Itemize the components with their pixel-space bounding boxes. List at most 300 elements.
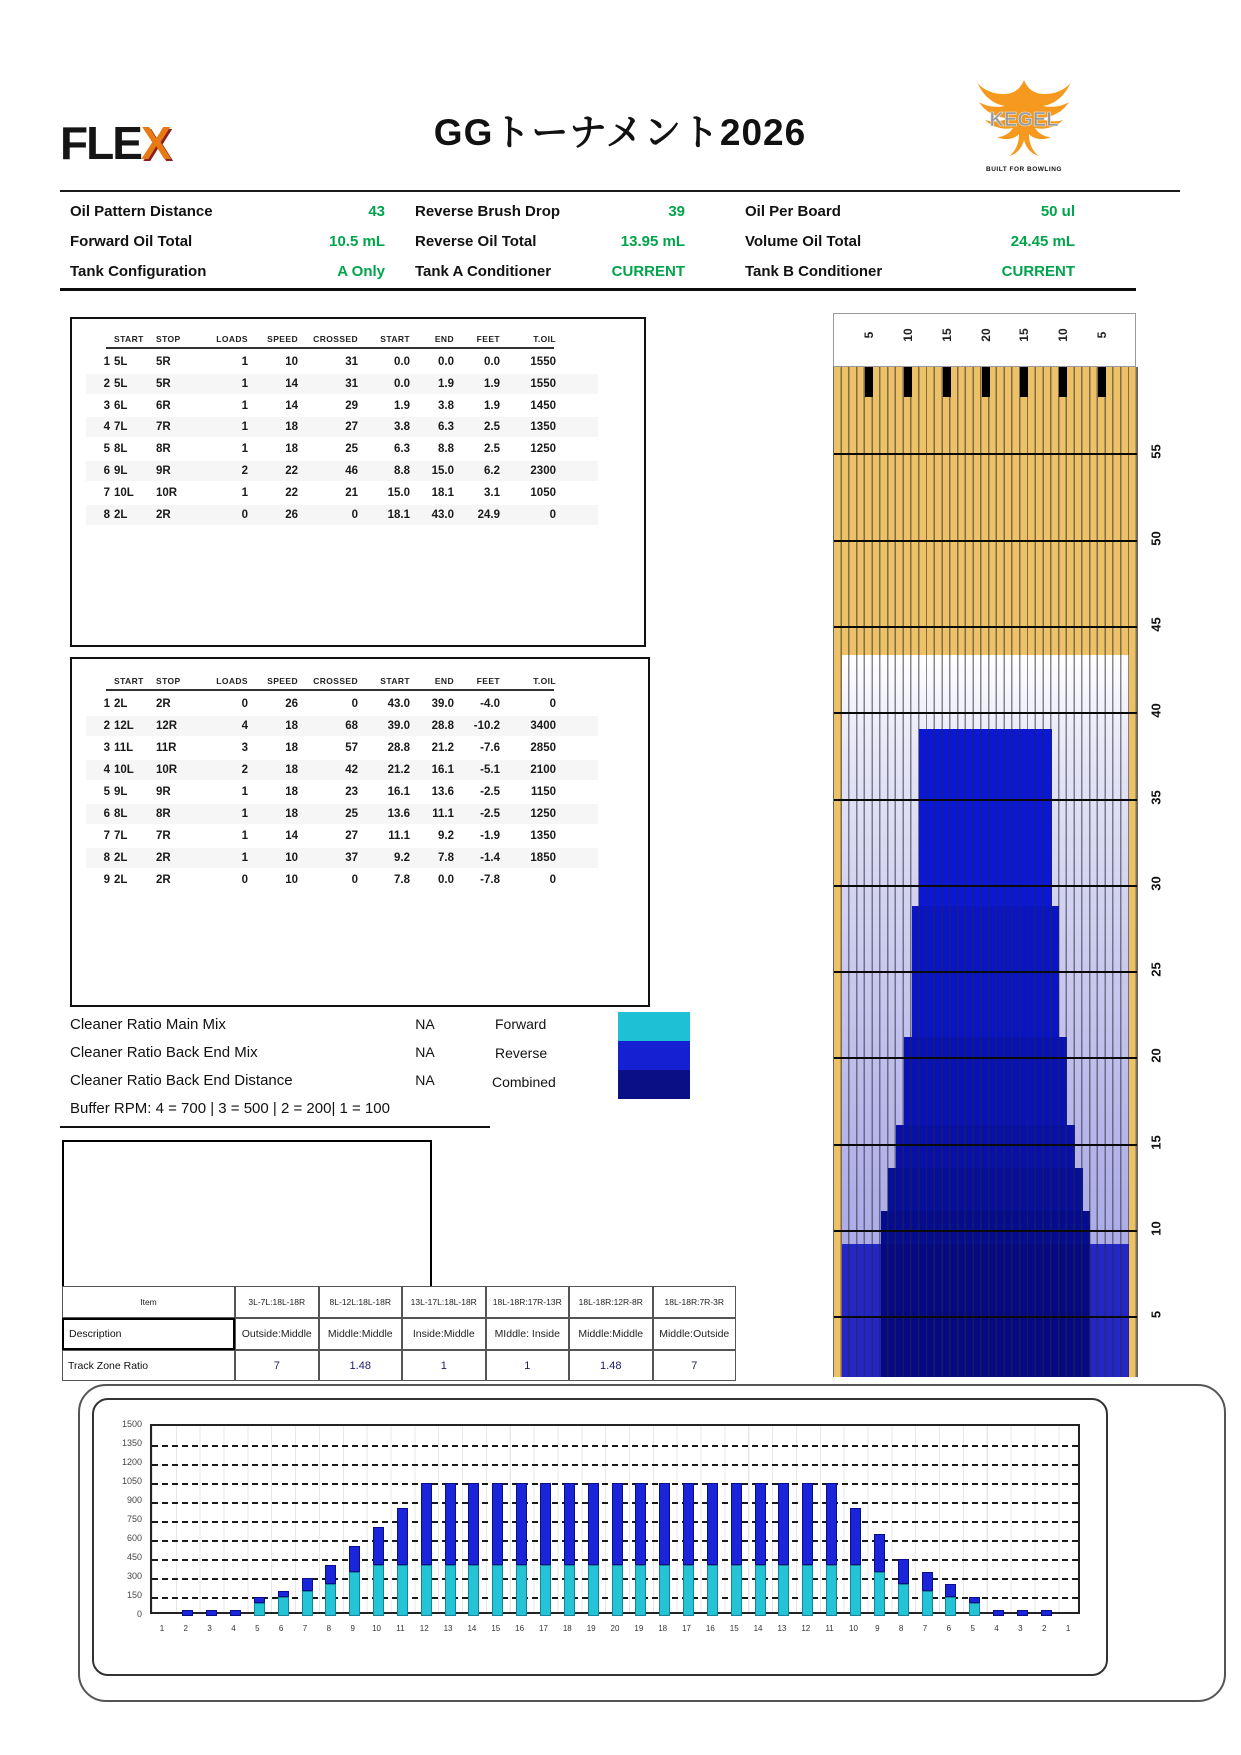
- forward-row-4-cell-5: 25: [345, 443, 358, 456]
- reverse-row-0-cell-8: -4.0: [480, 698, 500, 710]
- bar-forward-14: [492, 1565, 503, 1616]
- bar-reverse-12: [445, 1483, 456, 1565]
- distance-gridline-45: [834, 626, 1137, 628]
- xtick-label-7: 8: [326, 1624, 332, 1633]
- zone-value-1-1: 1.48: [319, 1350, 403, 1381]
- legend-swatch-combined: [618, 1070, 690, 1099]
- forward-row-6-cell-6: 15.0: [387, 486, 410, 499]
- forward-row-2-cell-8: 1.9: [484, 399, 500, 412]
- forward-header-cell-8: FEET: [476, 334, 500, 344]
- bar-reverse-25: [755, 1483, 766, 1565]
- zone-value-0-4: Middle:Middle: [569, 1318, 653, 1350]
- bar-reverse-2: [206, 1610, 217, 1616]
- bar-reverse-34: [969, 1597, 980, 1603]
- forward-row-1-cell-2: 5R: [156, 377, 171, 390]
- distance-label-20: 20: [1148, 1048, 1164, 1064]
- xtick-label-33: 6: [946, 1624, 952, 1633]
- bar-reverse-30: [874, 1534, 885, 1572]
- lane-board-axis: [833, 313, 1136, 367]
- bar-forward-27: [802, 1565, 813, 1616]
- xtick-label-19: 20: [610, 1624, 620, 1633]
- forward-header-cell-6: START: [380, 334, 410, 344]
- xtick-label-23: 16: [705, 1624, 715, 1633]
- reverse-row-6-cell-0: 7: [103, 830, 110, 842]
- forward-row-4-cell-7: 8.8: [438, 443, 454, 456]
- reverse-header-rule: [106, 689, 554, 691]
- xtick-label-31: 8: [898, 1624, 904, 1633]
- zone-value-0-1: Middle:Middle: [319, 1318, 403, 1350]
- reverse-row-7-cell-3: 1: [241, 852, 248, 864]
- board-axis-label-2: 15: [939, 328, 954, 342]
- xtick-label-36: 3: [1018, 1624, 1023, 1633]
- forward-row-0-cell-9: 1550: [530, 356, 556, 368]
- xtick-label-14: 15: [491, 1624, 501, 1633]
- bar-reverse-8: [349, 1546, 360, 1571]
- xtick-label-24: 15: [729, 1624, 739, 1633]
- reverse-row-5-cell-5: 25: [345, 808, 358, 820]
- reverse-row-6: [86, 826, 598, 846]
- bar-reverse-21: [659, 1483, 670, 1565]
- buffer-underline: [60, 1126, 490, 1128]
- reverse-row-2-cell-3: 3: [241, 742, 248, 754]
- bar-reverse-10: [397, 1508, 408, 1565]
- distance-label-35: 35: [1148, 789, 1164, 805]
- zone-col-header-0: 3L-7L:18L-18R: [235, 1286, 319, 1318]
- bar-forward-5: [278, 1597, 289, 1616]
- xtick-label-29: 10: [849, 1624, 858, 1633]
- xtick-label-4: 5: [255, 1624, 260, 1633]
- forward-row-0-cell-2: 5R: [156, 356, 171, 368]
- ytick-label-450: 450: [126, 1552, 142, 1562]
- distance-label-40: 40: [1148, 703, 1164, 718]
- xtick-label-13: 14: [467, 1624, 477, 1633]
- bar-reverse-36: [1017, 1610, 1028, 1616]
- forward-row-1-cell-0: 2: [103, 377, 110, 390]
- bar-reverse-17: [564, 1483, 575, 1565]
- forward-row-5-cell-1: 9L: [114, 465, 128, 477]
- xtick-label-38: 1: [1065, 1624, 1071, 1633]
- reverse-row-3-cell-1: 10L: [114, 764, 134, 776]
- reverse-row-0-cell-4: 26: [285, 698, 298, 710]
- ygrid-1350: [152, 1445, 1078, 1447]
- forward-loads-table: [70, 317, 646, 647]
- forward-row-4-cell-0: 5: [103, 443, 110, 456]
- bar-forward-15: [516, 1565, 527, 1616]
- forward-row-7-cell-1: 2L: [114, 508, 128, 521]
- info-value-2-1: CURRENT: [611, 263, 685, 280]
- bar-forward-23: [707, 1565, 718, 1616]
- legend-label-reverse: Reverse: [495, 1045, 548, 1061]
- notes-box: [62, 1140, 432, 1290]
- xtick-label-16: 17: [539, 1624, 548, 1633]
- distance-gridline-10: [834, 1230, 1137, 1232]
- distance-gridline-40: [834, 712, 1137, 714]
- reverse-row-8-cell-2: 2R: [156, 874, 171, 886]
- zone-value-0-0: Outside:Middle: [235, 1318, 319, 1350]
- forward-row-6-cell-3: 1: [241, 486, 248, 499]
- forward-header-cell-1: START: [114, 334, 144, 344]
- info-label-2-0: Tank Configuration: [70, 263, 207, 280]
- reverse-row-4-cell-0: 5: [103, 786, 110, 798]
- bar-reverse-27: [802, 1483, 813, 1565]
- reverse-row-7-cell-0: 8: [103, 852, 110, 864]
- ytick-label-0: 0: [136, 1609, 142, 1619]
- forward-row-3-cell-4: 18: [285, 421, 298, 434]
- forward-row-5-cell-4: 22: [285, 465, 298, 477]
- bar-reverse-37: [1041, 1610, 1052, 1616]
- forward-row-3-cell-6: 3.8: [394, 421, 410, 434]
- forward-row-3-cell-1: 7L: [114, 421, 128, 434]
- bar-reverse-7: [325, 1565, 336, 1584]
- reverse-row-7-cell-5: 37: [345, 852, 358, 864]
- bar-reverse-35: [993, 1610, 1004, 1616]
- reverse-row-8: [86, 870, 598, 890]
- info-value-1-1: 13.95 mL: [620, 233, 685, 250]
- xtick-label-0: 1: [159, 1624, 165, 1633]
- forward-row-0-cell-1: 5L: [114, 356, 128, 368]
- cleaner-backend-distance-value: NA: [415, 1072, 435, 1088]
- info-value-0-2: 50 ul: [1040, 203, 1075, 220]
- bar-reverse-13: [468, 1483, 479, 1565]
- board-tick-30: [1059, 367, 1067, 397]
- ytick-label-1050: 1050: [121, 1476, 142, 1486]
- reverse-row-2-cell-5: 57: [345, 742, 358, 754]
- forward-row-6-cell-0: 7: [103, 486, 110, 499]
- bar-forward-9: [373, 1565, 384, 1616]
- reverse-row-5-cell-0: 6: [103, 808, 110, 820]
- forward-row-5-cell-5: 46: [345, 465, 358, 477]
- reverse-row-7-cell-1: 2L: [114, 852, 128, 864]
- board-tick-20: [982, 367, 990, 397]
- xtick-label-34: 5: [970, 1624, 975, 1633]
- flex-logo-text: FLE: [60, 117, 141, 169]
- reverse-row-8-cell-4: 10: [285, 874, 298, 886]
- forward-row-7-cell-8: 24.9: [477, 508, 500, 521]
- forward-row-4-cell-3: 1: [241, 443, 248, 456]
- zone-col-header-2: 13L-17L:18L-18R: [402, 1286, 486, 1318]
- forward-row-6-cell-5: 21: [345, 486, 358, 499]
- bar-forward-13: [468, 1565, 479, 1616]
- header-rule: [60, 190, 1180, 192]
- buffer-rpm-note: Buffer RPM: 4 = 700 | 3 = 500 | 2 = 200| 1 = 100: [70, 1100, 390, 1117]
- forward-row-0-cell-3: 1: [241, 356, 248, 368]
- xtick-label-10: 11: [396, 1624, 405, 1633]
- kegel-logo: [972, 74, 1076, 173]
- reverse-row-8-cell-8: -7.8: [480, 874, 500, 886]
- distance-label-55: 55: [1148, 444, 1164, 460]
- reverse-row-1-cell-9: 3400: [530, 720, 556, 732]
- svg-text:KEGEL: KEGEL: [989, 109, 1059, 131]
- reverse-row-1-cell-8: -10.2: [473, 720, 500, 732]
- reverse-row-5-cell-1: 8L: [114, 808, 128, 820]
- flex-logo: [60, 116, 170, 170]
- forward-row-6-cell-2: 10R: [156, 486, 178, 499]
- zone-col-header-1: 8L-12L:18L-18R: [319, 1286, 403, 1318]
- reverse-row-0-cell-0: 1: [103, 698, 110, 710]
- bar-reverse-22: [683, 1483, 694, 1565]
- bar-reverse-4: [254, 1597, 265, 1603]
- kegel-eagle-icon: [975, 74, 1073, 160]
- forward-row-5-cell-7: 15.0: [431, 465, 454, 477]
- zone-row-label-0: Description: [62, 1318, 235, 1350]
- bar-reverse-15: [516, 1483, 527, 1565]
- zone-value-1-2: 1: [402, 1350, 486, 1381]
- reverse-row-2-cell-7: 21.2: [431, 742, 454, 754]
- reverse-row-1: [86, 716, 598, 736]
- info-label-2-2: Tank B Conditioner: [745, 263, 883, 280]
- zone-col-header-5: 18L-18R:7R-3R: [653, 1286, 737, 1318]
- board-tick-35: [1098, 367, 1106, 397]
- legend-swatch-reverse: [618, 1041, 690, 1070]
- forward-row-2-cell-6: 1.9: [394, 399, 410, 412]
- reverse-row-7-cell-2: 2R: [156, 852, 171, 864]
- reverse-row-1-cell-0: 2: [103, 720, 110, 732]
- bar-forward-33: [945, 1597, 956, 1616]
- reverse-row-5-cell-6: 13.6: [387, 808, 410, 820]
- reverse-row-0: [86, 694, 598, 714]
- reverse-row-5: [86, 804, 598, 824]
- lane-oil-pattern-graphic: [833, 367, 1138, 1377]
- zone-value-0-3: MIddle: Inside: [486, 1318, 570, 1350]
- forward-row-3-cell-2: 7R: [156, 421, 171, 434]
- xtick-label-3: 4: [231, 1624, 236, 1633]
- reverse-row-1-cell-7: 28.8: [431, 720, 454, 732]
- reverse-row-0-cell-5: 0: [351, 698, 358, 710]
- xtick-label-21: 18: [658, 1624, 668, 1633]
- reverse-row-1-cell-4: 18: [285, 720, 298, 732]
- kegel-tagline: BUILT FOR BOWLING: [986, 166, 1062, 173]
- reverse-row-3-cell-3: 2: [241, 764, 248, 776]
- reverse-loads-table: [70, 657, 650, 1007]
- forward-row-1-cell-9: 1550: [530, 377, 556, 390]
- reverse-row-6-cell-3: 1: [241, 830, 248, 842]
- info-label-1-2: Volume Oil Total: [745, 233, 862, 250]
- forward-row-7-cell-3: 0: [241, 508, 248, 521]
- bar-reverse-16: [540, 1483, 551, 1565]
- info-value-0-0: 43: [368, 203, 385, 220]
- legend-label-combined: Combined: [492, 1074, 556, 1090]
- bar-forward-6: [302, 1591, 313, 1616]
- forward-row-7-cell-7: 43.0: [431, 508, 454, 521]
- bar-reverse-11: [421, 1483, 432, 1565]
- forward-row-6-cell-1: 10L: [114, 486, 134, 499]
- ytick-label-1500: 1500: [121, 1419, 142, 1429]
- bar-reverse-20: [635, 1483, 646, 1565]
- forward-header-cell-2: STOP: [156, 334, 181, 344]
- bar-forward-22: [683, 1565, 694, 1616]
- xtick-label-12: 13: [443, 1624, 453, 1633]
- forward-row-5: [86, 461, 598, 481]
- reverse-row-2: [86, 738, 598, 758]
- reverse-row-8-cell-7: 0.0: [438, 874, 454, 886]
- xtick-label-22: 17: [682, 1624, 691, 1633]
- ytick-label-750: 750: [126, 1514, 142, 1524]
- bar-forward-24: [731, 1565, 742, 1616]
- forward-row-6: [86, 483, 598, 503]
- forward-row-0-cell-0: 1: [103, 356, 110, 368]
- forward-row-1-cell-8: 1.9: [484, 377, 500, 390]
- forward-header-cell-7: END: [434, 334, 454, 344]
- forward-row-2-cell-2: 6R: [156, 399, 171, 412]
- reverse-header-cell-6: START: [380, 676, 410, 686]
- bar-forward-32: [922, 1591, 933, 1616]
- ytick-label-300: 300: [126, 1571, 142, 1581]
- forward-row-5-cell-2: 9R: [156, 465, 171, 477]
- forward-row-0-cell-4: 10: [285, 356, 298, 368]
- cleaner-main-mix-label: Cleaner Ratio Main Mix: [70, 1016, 226, 1033]
- info-label-0-1: Reverse Brush Drop: [415, 203, 561, 220]
- forward-row-4-cell-2: 8R: [156, 443, 171, 456]
- forward-row-3-cell-0: 4: [103, 421, 110, 434]
- reverse-row-6-cell-8: -1.9: [480, 830, 500, 842]
- forward-row-6-cell-7: 18.1: [431, 486, 454, 499]
- reverse-row-8-cell-6: 7.8: [394, 874, 410, 886]
- legend-swatch-forward: [618, 1012, 690, 1041]
- forward-row-2-cell-0: 3: [103, 399, 110, 412]
- forward-row-5-cell-8: 6.2: [484, 465, 500, 477]
- forward-row-2-cell-1: 6L: [114, 399, 128, 412]
- forward-row-1-cell-5: 31: [345, 377, 358, 390]
- board-tick-10: [904, 367, 912, 397]
- forward-row-2-cell-4: 14: [285, 399, 298, 412]
- forward-row-2-cell-3: 1: [241, 399, 248, 412]
- board-axis-label-0: 5: [861, 331, 876, 339]
- ytick-label-1200: 1200: [121, 1457, 142, 1467]
- zone-value-0-2: Inside:Middle: [402, 1318, 486, 1350]
- forward-row-4-cell-4: 18: [285, 443, 298, 456]
- reverse-row-6-cell-4: 14: [285, 830, 298, 842]
- forward-row-4-cell-9: 1250: [530, 443, 556, 456]
- bar-forward-19: [612, 1565, 623, 1616]
- reverse-row-6-cell-9: 1350: [530, 830, 556, 842]
- reverse-row-2-cell-1: 11L: [114, 742, 134, 754]
- board-seam-lines: [834, 367, 1137, 1377]
- info-value-2-2: CURRENT: [1001, 263, 1075, 280]
- cleaner-backend-mix-value: NA: [415, 1044, 435, 1060]
- forward-row-5-cell-0: 6: [103, 465, 110, 477]
- ygrid-1200: [152, 1464, 1078, 1466]
- distance-gridline-55: [834, 453, 1137, 455]
- reverse-row-4-cell-8: -2.5: [480, 786, 500, 798]
- reverse-row-4-cell-2: 9R: [156, 786, 171, 798]
- xtick-label-17: 18: [562, 1624, 572, 1633]
- xtick-label-5: 6: [278, 1624, 284, 1633]
- bar-forward-11: [421, 1565, 432, 1616]
- bar-reverse-18: [588, 1483, 599, 1565]
- reverse-row-1-cell-1: 12L: [114, 720, 134, 732]
- forward-row-3: [86, 417, 598, 437]
- bar-reverse-32: [922, 1572, 933, 1591]
- xtick-label-30: 9: [875, 1624, 880, 1633]
- reverse-row-4: [86, 782, 598, 802]
- distance-gridline-25: [834, 971, 1137, 973]
- reverse-header-cell-7: END: [434, 676, 454, 686]
- reverse-row-0-cell-9: 0: [549, 698, 556, 710]
- reverse-row-2-cell-2: 11R: [156, 742, 177, 754]
- zone-row-label-1: Track Zone Ratio: [62, 1350, 235, 1381]
- cleaner-backend-mix-label: Cleaner Ratio Back End Mix: [70, 1044, 258, 1061]
- reverse-row-0-cell-7: 39.0: [431, 698, 454, 710]
- oil-per-board-chart: [150, 1424, 1080, 1614]
- reverse-row-3-cell-2: 10R: [156, 764, 178, 776]
- bar-reverse-9: [373, 1527, 384, 1565]
- reverse-row-8-cell-3: 0: [241, 874, 248, 886]
- bar-forward-26: [778, 1565, 789, 1616]
- forward-header-cell-5: CROSSED: [313, 334, 358, 344]
- forward-row-2-cell-9: 1450: [530, 399, 556, 412]
- forward-row-4-cell-1: 8L: [114, 443, 128, 456]
- xtick-label-37: 2: [1041, 1624, 1047, 1633]
- xtick-label-9: 10: [372, 1624, 381, 1633]
- forward-row-6-cell-9: 1050: [530, 486, 556, 499]
- reverse-row-2-cell-0: 3: [103, 742, 110, 754]
- reverse-row-3-cell-6: 21.2: [387, 764, 410, 776]
- distance-label-15: 15: [1148, 1134, 1164, 1150]
- reverse-row-7-cell-7: 7.8: [438, 852, 454, 864]
- forward-header-cell-4: SPEED: [267, 334, 298, 344]
- info-rule: [60, 288, 1136, 291]
- bar-forward-20: [635, 1565, 646, 1616]
- distance-gridline-20: [834, 1057, 1137, 1059]
- reverse-row-7-cell-8: -1.4: [480, 852, 500, 864]
- reverse-row-8-cell-5: 0: [351, 874, 358, 886]
- reverse-row-8-cell-0: 9: [103, 874, 110, 886]
- distance-label-5: 5: [1148, 1311, 1164, 1319]
- zone-value-1-3: 1: [486, 1350, 570, 1381]
- reverse-row-7: [86, 848, 598, 868]
- info-label-1-1: Reverse Oil Total: [415, 233, 537, 250]
- bar-forward-21: [659, 1565, 670, 1616]
- reverse-header-cell-5: CROSSED: [313, 676, 358, 686]
- zone-value-1-4: 1.48: [569, 1350, 653, 1381]
- forward-row-7: [86, 505, 598, 525]
- forward-row-3-cell-8: 2.5: [484, 421, 500, 434]
- info-value-1-0: 10.5 mL: [329, 233, 385, 250]
- xtick-label-1: 2: [183, 1624, 188, 1633]
- distance-gridline-30: [834, 885, 1137, 887]
- reverse-row-2-cell-9: 2850: [530, 742, 556, 754]
- reverse-header-cell-8: FEET: [476, 676, 500, 686]
- reverse-row-3-cell-5: 42: [345, 764, 358, 776]
- reverse-row-4-cell-9: 1150: [531, 786, 556, 798]
- reverse-row-2-cell-8: -7.6: [480, 742, 500, 754]
- bar-forward-17: [564, 1565, 575, 1616]
- reverse-row-3-cell-7: 16.1: [431, 764, 454, 776]
- distance-label-50: 50: [1148, 530, 1164, 546]
- forward-row-2: [86, 396, 598, 416]
- forward-row-4-cell-6: 6.3: [394, 443, 410, 456]
- info-value-1-2: 24.45 mL: [1010, 233, 1075, 250]
- bar-forward-7: [325, 1584, 336, 1616]
- reverse-row-4-cell-7: 13.6: [431, 786, 454, 798]
- forward-header-rule: [106, 347, 554, 349]
- xtick-label-20: 19: [634, 1624, 644, 1633]
- forward-row-0-cell-6: 0.0: [394, 356, 410, 368]
- cleaner-main-mix-value: NA: [415, 1016, 435, 1032]
- forward-row-1-cell-7: 1.9: [438, 377, 454, 390]
- reverse-row-6-cell-1: 7L: [114, 830, 128, 842]
- forward-row-3-cell-3: 1: [241, 421, 248, 434]
- reverse-row-1-cell-6: 39.0: [387, 720, 410, 732]
- reverse-row-3-cell-4: 18: [285, 764, 298, 776]
- zone-corner: Item: [62, 1286, 235, 1318]
- xtick-label-26: 13: [777, 1624, 787, 1633]
- xtick-label-18: 19: [586, 1624, 596, 1633]
- zone-value-0-5: Middle:Outside: [653, 1318, 737, 1350]
- forward-row-2-cell-7: 3.8: [438, 399, 454, 412]
- ytick-label-1350: 1350: [121, 1438, 142, 1448]
- forward-row-3-cell-7: 6.3: [438, 421, 454, 434]
